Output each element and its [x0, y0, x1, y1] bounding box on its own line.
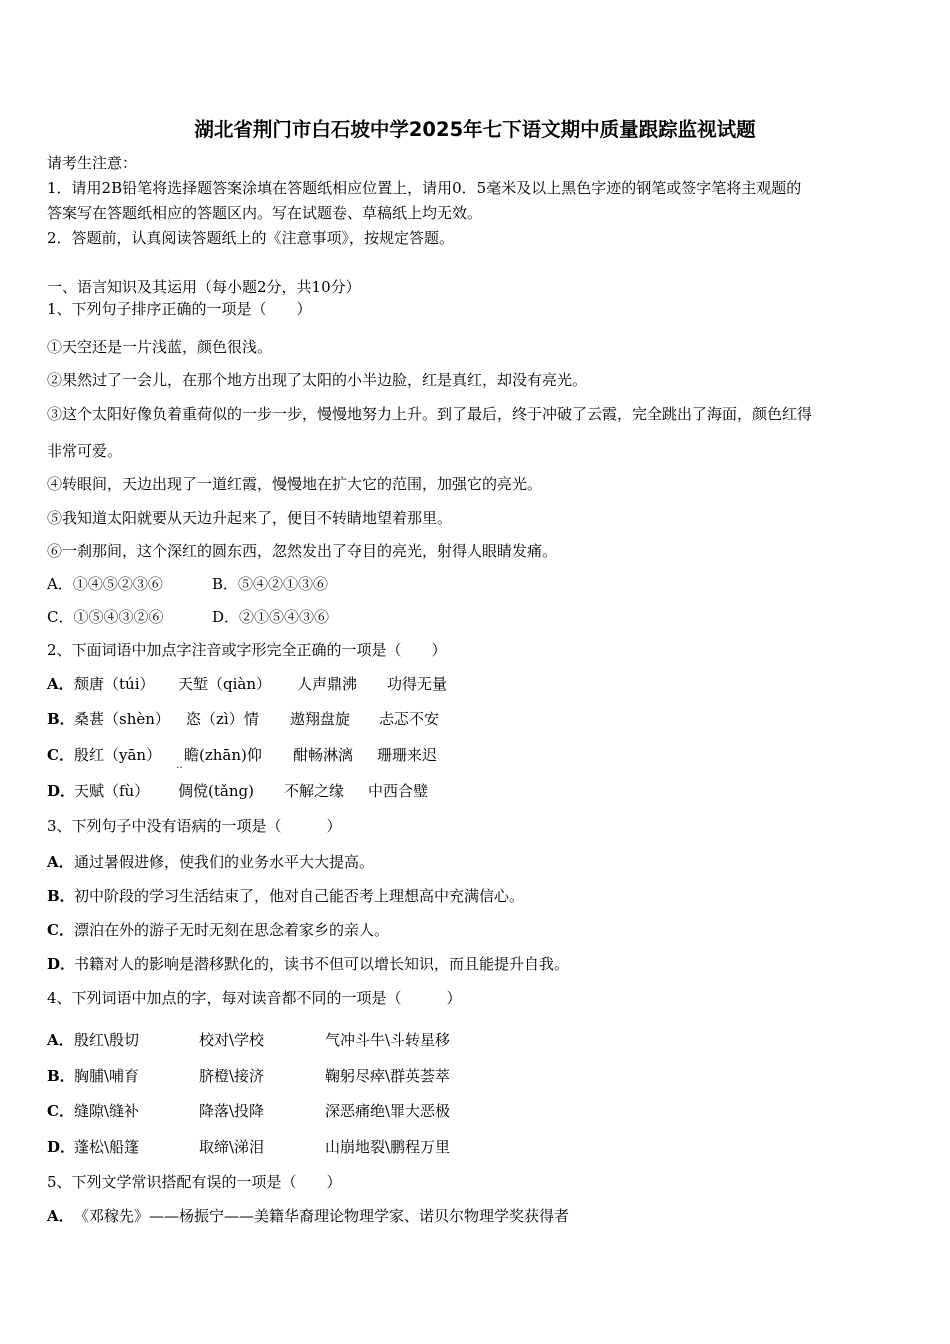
- q2-a-word-4: 功得无量: [387, 675, 448, 693]
- q2-b-word-1: 桑葚（shèn）: [74, 710, 170, 728]
- q2-b-word-3: 遨翔盘旋: [290, 710, 351, 728]
- q2-c-word-3: 酣畅淋漓: [293, 746, 354, 764]
- q2-c-word-1: 殷红（yān）: [74, 746, 162, 764]
- q2-d-word-2: 倜傥(tǎng): [178, 782, 254, 800]
- q1-option-a: A．①④⑤②③⑥: [47, 575, 163, 593]
- q4-b-word-1: 胸脯\哺育: [74, 1067, 140, 1085]
- q1-option-c: C．①⑤④③②⑥: [47, 608, 164, 626]
- q2-stem: 2、下面词语中加点字注音或字形完全正确的一项是（ ）: [47, 641, 447, 659]
- q1-option-d: D．②①⑤④③⑥: [212, 608, 330, 626]
- notice-heading: 请考生注意：: [47, 154, 138, 172]
- q3-d-label: D．: [47, 955, 76, 973]
- notice-line-2: 2．答题前，认真阅读答题纸上的《注意事项》，按规定答题。: [47, 229, 455, 247]
- q4-a-label: A．: [47, 1031, 74, 1049]
- q3-c-text: 漂泊在外的游子无时无刻在思念着家乡的亲人。: [74, 921, 390, 939]
- q4-b-word-3: 鞠躬尽瘁\群英荟萃: [325, 1067, 451, 1085]
- q1-sentence-1: ①天空还是一片浅蓝，颜色很浅。: [47, 338, 273, 356]
- q2-b-word-2: 恣（zì）情: [186, 710, 259, 728]
- q1-stem: 1、下列句子排序正确的一项是（ ）: [47, 300, 312, 318]
- q2-c-label: C．: [47, 746, 74, 764]
- q3-c-label: C．: [47, 921, 74, 939]
- q3-stem: 3、下列句子中没有语病的一项是（ ）: [47, 817, 342, 835]
- q4-d-word-1: 蓬松\船篷: [74, 1138, 140, 1156]
- q3-b-label: B．: [47, 887, 75, 905]
- q5-stem: 5、下列文学常识搭配有误的一项是（ ）: [47, 1173, 342, 1191]
- q2-c-word-4: 珊珊来迟: [377, 746, 438, 764]
- q4-c-word-2: 降落\投降: [199, 1102, 265, 1120]
- notice-line-1b: 答案写在答题纸相应的答题区内。写在试题卷、草稿纸上均无效。: [47, 204, 483, 222]
- q3-d-text: 书籍对人的影响是潜移默化的，读书不但可以增长知识，而且能提升自我。: [74, 955, 570, 973]
- q4-c-word-3: 深恶痛绝\罪大恶极: [325, 1102, 451, 1120]
- q1-option-b: B．⑤④②①③⑥: [212, 575, 329, 593]
- section-heading: 一、语言知识及其运用（每小题2分，共10分）: [47, 278, 361, 296]
- page-title: 湖北省荆门市白石坡中学2025年七下语文期中质量跟踪监视试题: [194, 118, 756, 141]
- q5-a-label: A．: [47, 1207, 74, 1225]
- emphasis-dots: ‥: [176, 760, 183, 771]
- notice-line-1a: 1．请用2B铅笔将选择题答案涂填在答题纸相应位置上，请用0．5毫米及以上黑色字迹的钢笔或签字笔将主观题的: [47, 179, 802, 197]
- q2-a-word-3: 人声鼎沸: [297, 675, 358, 693]
- q2-d-word-4: 中西合璧: [368, 782, 429, 800]
- q4-stem: 4、下列词语中加点的字，每对读音都不同的一项是（ ）: [47, 989, 462, 1007]
- q4-a-word-2: 校对\学校: [199, 1031, 265, 1049]
- q2-c-word-2: 瞻(zhān)仰: [184, 746, 262, 764]
- q4-d-word-2: 取缔\涕泪: [199, 1138, 265, 1156]
- q1-sentence-4: ④转眼间，天边出现了一道红霞，慢慢地在扩大它的范围，加强它的亮光。: [47, 475, 543, 493]
- q2-b-label: B．: [47, 710, 75, 728]
- q3-a-label: A．: [47, 853, 74, 871]
- q4-b-label: B．: [47, 1067, 75, 1085]
- q2-a-word-2: 天堑（qiàn）: [178, 675, 272, 693]
- q3-b-text: 初中阶段的学习生活结束了，他对自己能否考上理想高中充满信心。: [74, 887, 525, 905]
- q4-b-word-2: 脐橙\接济: [199, 1067, 265, 1085]
- q3-option-c: [47, 920, 389, 940]
- q1-sentence-2: ②果然过了一会儿，在那个地方出现了太阳的小半边脸，红是真红，却没有亮光。: [47, 371, 588, 389]
- q1-sentence-3a: ③这个太阳好像负着重荷似的一步一步，慢慢地努力上升。到了最后，终于冲破了云霞，完全跳出了海面，颜色红得: [47, 405, 813, 423]
- q4-d-label: D．: [47, 1138, 76, 1156]
- q4-a-word-1: 殷红\殷切: [74, 1031, 140, 1049]
- q4-d-word-3: 山崩地裂\鹏程万里: [325, 1138, 451, 1156]
- q3-a-text: 通过暑假进修，使我们的业务水平大大提高。: [74, 853, 375, 871]
- q2-d-label: D．: [47, 782, 76, 800]
- q1-sentence-5: ⑤我知道太阳就要从天边升起来了，便目不转睛地望着那里。: [47, 509, 453, 527]
- q2-a-word-1: 颓唐（túi）: [74, 675, 155, 693]
- q2-b-word-4: 忐忑不安: [379, 710, 440, 728]
- q1-sentence-6: ⑥一刹那间，这个深红的圆东西，忽然发出了夺目的亮光，射得人眼睛发痛。: [47, 542, 558, 560]
- q2-d-word-3: 不解之缘: [284, 782, 345, 800]
- q4-c-word-1: 缝隙\缝补: [74, 1102, 140, 1120]
- q2-a-label: A．: [47, 675, 74, 693]
- q5-a-text: 《邓稼先》——杨振宁——美籍华裔理论物理学家、诺贝尔物理学奖获得者: [74, 1207, 570, 1225]
- q3-option-b: [47, 886, 524, 906]
- q3-option-a: [47, 852, 374, 872]
- q3-option-d: [47, 954, 569, 974]
- q4-c-label: C．: [47, 1102, 74, 1120]
- q5-option-a: [47, 1206, 569, 1226]
- q4-a-word-3: 气冲斗牛\斗转星移: [325, 1031, 451, 1049]
- q2-d-word-1: 天赋（fù）: [74, 782, 150, 800]
- q1-sentence-3b: 非常可爱。: [47, 442, 123, 460]
